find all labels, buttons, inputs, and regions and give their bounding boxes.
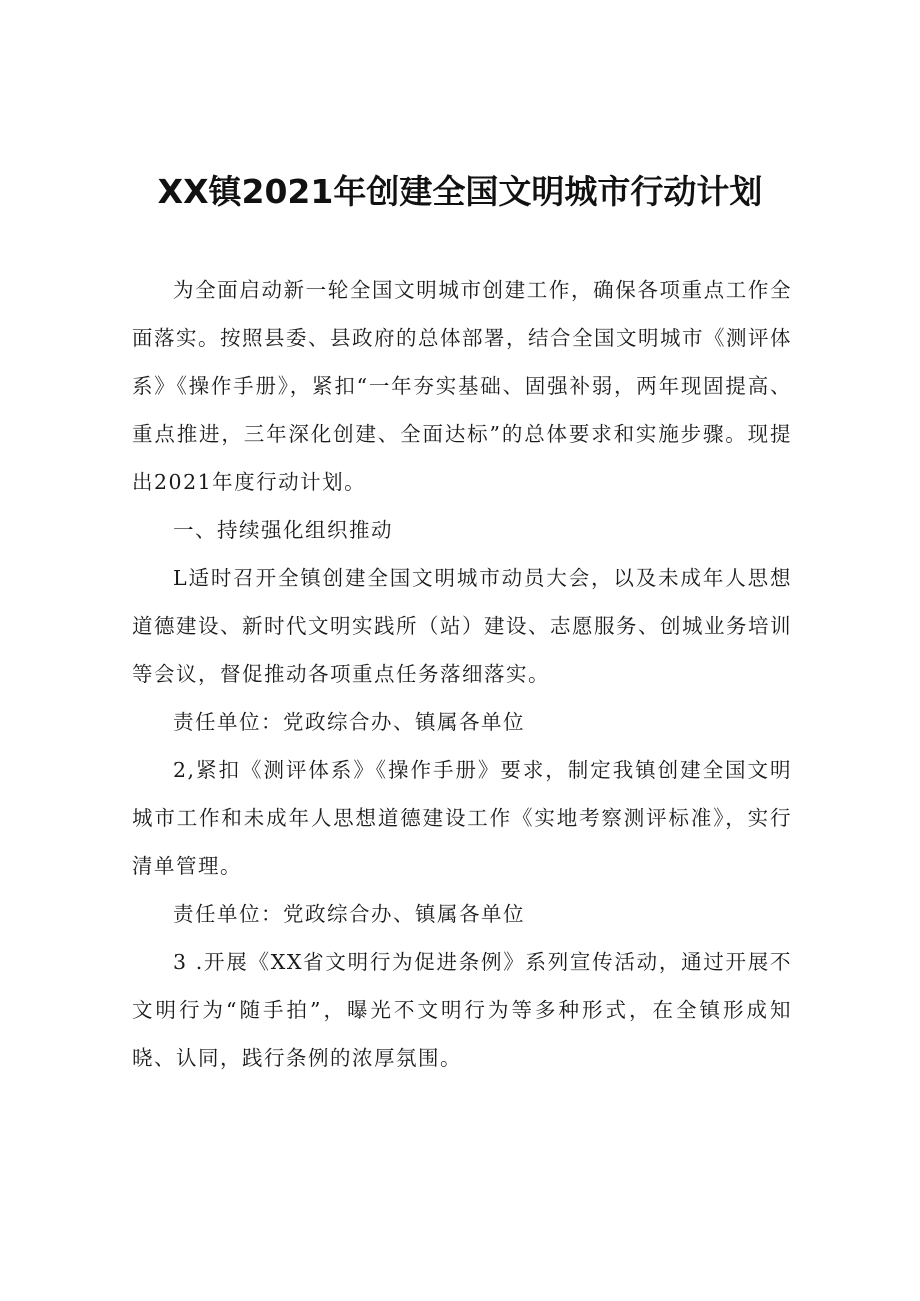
document-body <box>132 266 792 1082</box>
document-title: XX镇2021年创建全国文明城市行动计划 <box>157 172 763 211</box>
section-heading-1: 一、持续强化组织推动 <box>173 518 393 542</box>
item-3-paragraph: 3 .开展《XX省文明行为促进条例》系列宣传活动，通过开展不文明行为“随手拍”，曝光不文明行为等多种形式，在全镇形成知晓、认同，践行条例的浓厚氛围。 <box>132 950 792 1070</box>
item-1-responsibility: 责任单位：党政综合办、镇属各单位 <box>173 710 525 734</box>
item-2-responsibility: 责任单位：党政综合办、镇属各单位 <box>173 902 525 926</box>
intro-paragraph: 为全面启动新一轮全国文明城市创建工作，确保各项重点工作全面落实。按照县委、县政府的总体部署，结合全国文明城市《测评体系》《操作手册》，紧扣“一年夯实基础、固强补弱，两年现固提高、重点推进，三年深化创建、全面达标”的总体要求和实施步骤。现提出2021年度行动计划。 <box>132 278 792 494</box>
item-2-paragraph: 2,紧扣《测评体系》《操作手册》要求，制定我镇创建全国文明城市工作和未成年人思想道德建设工作《实地考察测评标准》，实行清单管理。 <box>132 758 792 878</box>
item-1-paragraph: L适时召开全镇创建全国文明城市动员大会，以及未成年人思想道德建设、新时代文明实践所（站）建设、志愿服务、创城业务培训等会议，督促推动各项重点任务落细落实。 <box>132 566 792 686</box>
